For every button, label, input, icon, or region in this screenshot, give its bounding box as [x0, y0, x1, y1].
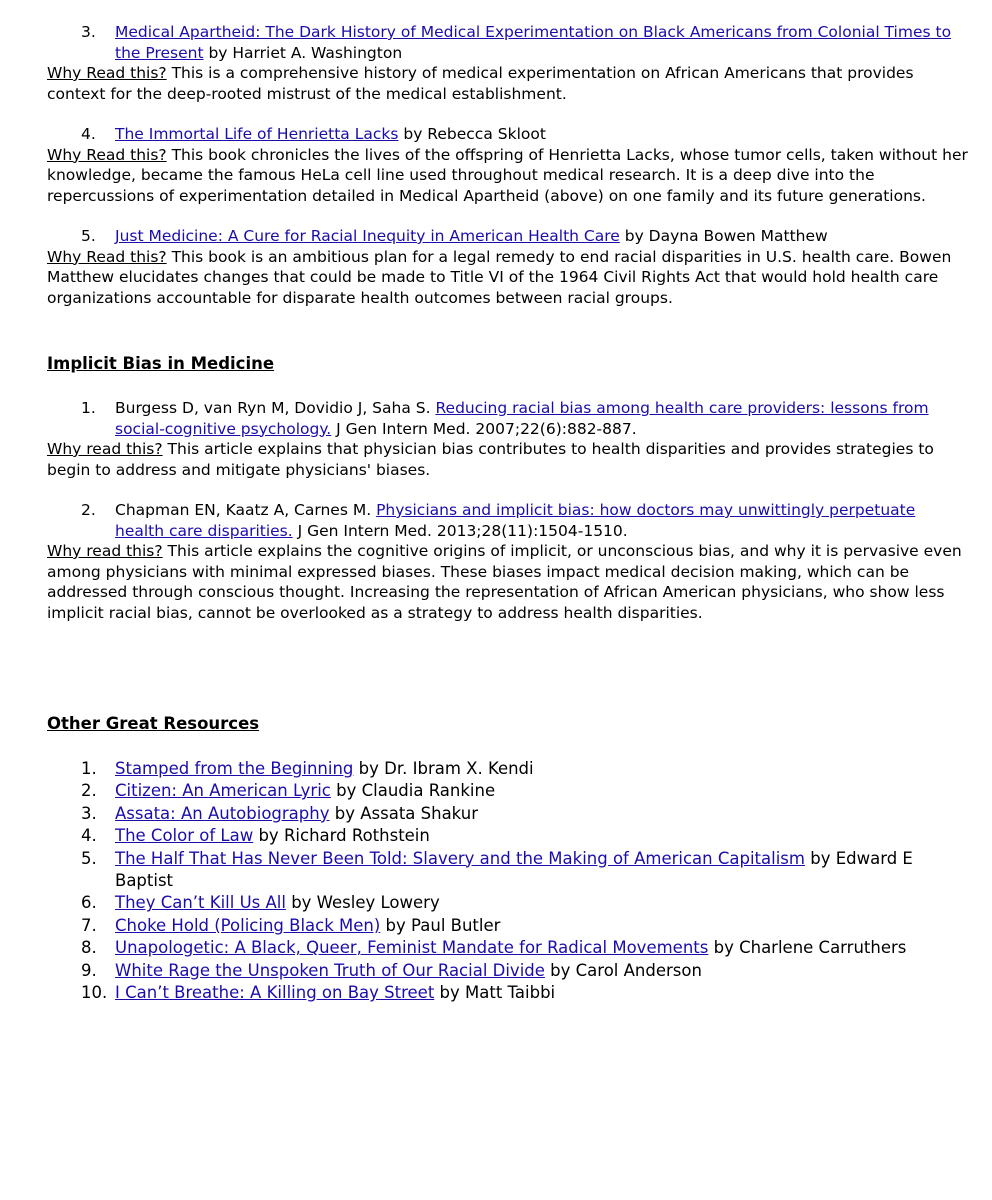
list-number: 4.	[81, 125, 96, 143]
article-link-reducing-racial-bias-cont[interactable]: social-cognitive psychology.	[115, 419, 332, 438]
book-description-line: repercussions of experimentation detailed in Medical Apartheid (above) on one family and its future generations.	[47, 186, 926, 205]
section-heading-other-resources: Other Great Resources	[47, 714, 260, 733]
resource-link[interactable]: They Can’t Kill Us All	[115, 893, 286, 913]
resource-link[interactable]: Assata: An Autobiography	[115, 803, 330, 823]
resource-link[interactable]: Unapologetic: A Black, Queer, Feminist Mandate for Radical Movements	[115, 938, 709, 958]
article-citation: J Gen Intern Med. 2013;28(11):1504-1510.	[292, 521, 628, 540]
list-number: 2.	[81, 501, 96, 519]
list-number: 10.	[81, 983, 108, 1003]
article-description-line: among physicians with minimal expressed biases. These biases impact medical decision making, which can be	[47, 562, 910, 581]
book-description-line: knowledge, became the famous HeLa cell line used throughout medical research. It is a deep dive into the	[47, 166, 875, 184]
resource-author: by Carol Anderson	[544, 960, 702, 980]
article-link-physicians-implicit-bias-cont[interactable]: health care disparities.	[115, 521, 293, 540]
article-link-physicians-implicit-bias[interactable]: Physicians and implicit bias: how doctors may unwittingly perpetuate	[376, 501, 916, 519]
list-item	[47, 758, 947, 780]
resource-link[interactable]: I Can’t Breathe: A Killing on Bay Street	[115, 983, 435, 1003]
book-author: by Dayna Bowen Matthew	[619, 227, 828, 245]
book-link-immortal-life[interactable]: The Immortal Life of Henrietta Lacks	[115, 125, 399, 143]
book-item-4	[47, 124, 968, 206]
resource-link[interactable]: The Color of Law	[115, 826, 254, 846]
why-read-label: Why read this?	[47, 542, 163, 560]
book-link-medical-apartheid-cont[interactable]: the Present	[115, 43, 204, 62]
article-link-reducing-racial-bias[interactable]: Reducing racial bias among health care providers: lessons from	[435, 399, 929, 417]
resource-author: by Claudia Rankine	[330, 781, 496, 801]
article-item-1	[47, 398, 947, 480]
resource-author: by Charlene Carruthers	[708, 938, 907, 958]
list-number: 8.	[81, 938, 97, 958]
article-authors: Chapman EN, Kaatz A, Carnes M.	[115, 501, 377, 519]
list-item	[47, 803, 947, 825]
why-read-label: Why Read this?	[47, 247, 167, 266]
resource-author-cont: Baptist	[115, 871, 174, 891]
book-description: This is a comprehensive history of medical experimentation on African Americans that provides	[166, 64, 914, 82]
article-description-line: addressed through conscious thought. Increasing the representation of African American physicians, who show less	[47, 583, 945, 601]
article-item-2	[47, 500, 962, 623]
why-read-label: Why Read this?	[47, 64, 167, 82]
list-item	[47, 982, 947, 1004]
book-item-3	[47, 22, 952, 104]
list-number: 2.	[81, 781, 97, 801]
article-description-line: implicit racial bias, cannot be overlooked as a strategy to address health disparities.	[47, 603, 703, 622]
article-description: This article explains that physician bias contributes to health disparities and provides strategies to	[162, 440, 934, 458]
list-number: 5.	[81, 848, 97, 868]
resource-author: by Matt Taibbi	[434, 983, 556, 1003]
book-description-line: Matthew elucidates changes that could be made to Title VI of the 1964 Civil Rights Act that would hold health care	[47, 268, 939, 286]
list-item	[47, 892, 947, 914]
resource-author: by Wesley Lowery	[285, 893, 440, 913]
resource-link[interactable]: Stamped from the Beginning	[115, 759, 354, 778]
book-link-just-medicine[interactable]: Just Medicine: A Cure for Racial Inequity in American Health Care	[115, 227, 620, 245]
list-item	[47, 960, 947, 982]
list-item	[47, 937, 947, 959]
resource-author: by Richard Rothstein	[253, 826, 430, 846]
list-number: 7.	[81, 915, 97, 935]
article-authors: Burgess D, van Ryn M, Dovidio J, Saha S.	[115, 399, 436, 417]
list-number: 9.	[81, 960, 97, 980]
resource-author: by Edward E	[804, 848, 913, 868]
book-description: This book is an ambitious plan for a legal remedy to end racial disparities in U.S. health care. Bowen	[166, 247, 952, 266]
list-item	[47, 825, 947, 847]
article-description-line: begin to address and mitigate physicians' biases.	[47, 460, 431, 479]
book-item-5	[47, 226, 952, 308]
resource-list	[47, 758, 947, 1004]
book-description-line: organizations accountable for disparate health outcomes between racial groups.	[47, 288, 673, 307]
resource-author: by Dr. Ibram X. Kendi	[353, 759, 534, 778]
resource-link[interactable]: White Rage the Unspoken Truth of Our Racial Divide	[115, 960, 545, 980]
article-citation: J Gen Intern Med. 2007;22(6):882-887.	[331, 419, 637, 438]
book-link-medical-apartheid[interactable]: Medical Apartheid: The Dark History of Medical Experimentation on Black Americans from Colonial Times to	[115, 23, 952, 41]
resource-link[interactable]: Choke Hold (Policing Black Men)	[115, 915, 381, 935]
list-number: 3.	[81, 23, 96, 41]
list-number: 1.	[81, 759, 97, 778]
list-number: 4.	[81, 826, 97, 846]
list-number: 6.	[81, 893, 97, 913]
book-author: by Harriet A. Washington	[203, 43, 403, 62]
list-item	[47, 848, 947, 893]
section-heading-implicit-bias: Implicit Bias in Medicine	[47, 354, 275, 373]
book-description-line: context for the deep-rooted mistrust of the medical establishment.	[47, 84, 567, 103]
list-item	[47, 780, 947, 802]
resource-author: by Paul Butler	[380, 915, 501, 935]
article-description: This article explains the cognitive origins of implicit, or unconscious bias, and why it is pervasive even	[162, 542, 962, 560]
resource-link[interactable]: The Half That Has Never Been Told: Slavery and the Making of American Capitalism	[115, 848, 805, 868]
why-read-label: Why read this?	[47, 440, 163, 458]
why-read-label: Why Read this?	[47, 145, 167, 164]
book-description: This book chronicles the lives of the offspring of Henrietta Lacks, whose tumor cells, taken without her	[166, 145, 968, 164]
list-item	[47, 915, 947, 937]
list-number: 3.	[81, 803, 97, 823]
resource-link[interactable]: Citizen: An American Lyric	[115, 781, 331, 801]
list-number: 1.	[81, 399, 96, 417]
book-author: by Rebecca Skloot	[398, 125, 546, 143]
list-number: 5.	[81, 227, 96, 245]
resource-author: by Assata Shakur	[329, 803, 478, 823]
